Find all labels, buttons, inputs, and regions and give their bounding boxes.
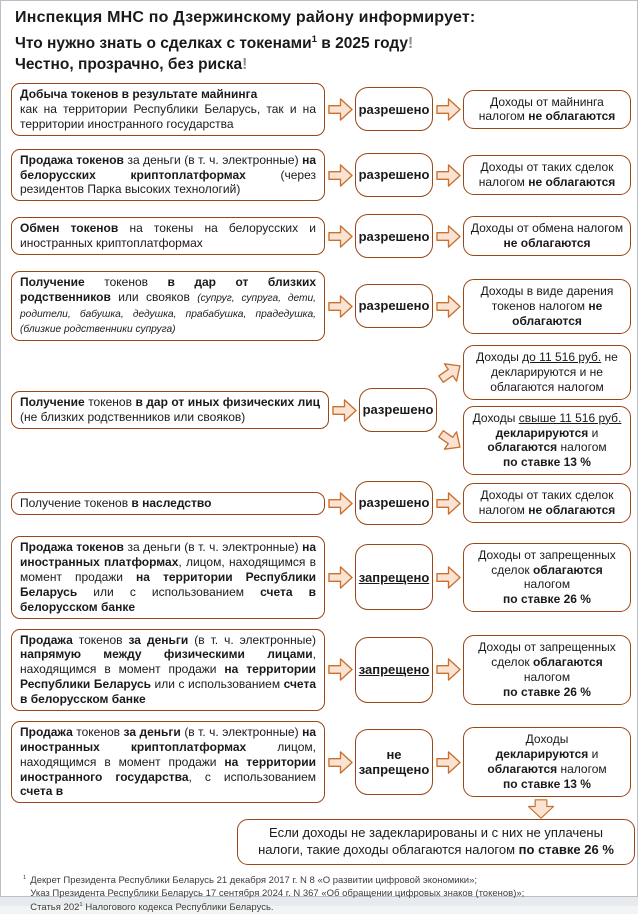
conclusion-arrow-down-icon bbox=[525, 799, 635, 819]
footnote-marker: 1 bbox=[23, 875, 27, 882]
row-6 bbox=[7, 481, 631, 525]
title-block bbox=[7, 9, 631, 75]
row-4-arrow-icon bbox=[325, 293, 355, 320]
subtitle-line-1: Что нужно знать о сделках с токенами$^1$ в 2025 году! bbox=[15, 34, 414, 53]
row-2-case-box: Продажа токенов за деньги (в т. ч. электронные) на белорусских криптоплатформах (через резидентов Парка высоких технологий) bbox=[11, 149, 325, 202]
row-7 bbox=[7, 536, 631, 618]
footnote-line-2: Указ Президента Республики Беларусь 17 сентября 2024 г. N 367 «Об обращении цифровых знаков (токенов)»; bbox=[30, 888, 525, 900]
row-7-arrow-icon bbox=[325, 564, 355, 591]
row-8-case-box: Продажа токенов за деньги (в т. ч. электронные) напрямую между физическими лицами, находящимся в момент продажи на территории Республики Беларусь или с использованием счета в белорусском банке bbox=[11, 629, 325, 711]
row-7-arrow2-icon bbox=[433, 564, 463, 591]
row-1-result-box: Доходы от майнинга налогом не облагаются bbox=[463, 90, 631, 130]
footnote-lines bbox=[30, 874, 524, 914]
row-3-arrow-icon bbox=[325, 223, 355, 250]
main-title: Инспекция МНС по Дзержинскому району информирует: bbox=[15, 9, 476, 26]
row-4-case-box: Получение токенов в дар от близких родственников или свояков (супруг, супруга, дети, родители, бабушка, дедушка, прабабушка, прадедушка, (близкие родственники супруга) bbox=[11, 271, 325, 341]
row-5-case-box: Получение токенов в дар от иных физических лиц (не близких родственников или свояков) bbox=[11, 391, 329, 429]
row-1 bbox=[7, 83, 631, 136]
row-2 bbox=[7, 149, 631, 202]
row-7-case-box: Продажа токенов за деньги (в т. ч. электронные) на иностранных платформах, лицом, находящимся в момент продажи на территории Республики Беларусь или с использованием счета в белорусском банке bbox=[11, 536, 325, 618]
row-4 bbox=[7, 271, 631, 341]
conclusion-box: Если доходы не задекларированы и с них не уплачены налоги, такие доходы облагаются налогом по ставке 26 % bbox=[237, 819, 635, 865]
row-5-arrow-up-icon bbox=[437, 359, 463, 386]
row-5 bbox=[7, 345, 631, 475]
footnote-line-1: Декрет Президента Республики Беларусь 21 декабря 2017 г. N 8 «О развитии цифровой экономики»; bbox=[30, 875, 477, 887]
row-9-result-box: Доходы декларируются и облагаются налогом по ставке 13 % bbox=[463, 727, 631, 797]
row-5-upper-branch bbox=[437, 345, 631, 400]
row-6-case-box: Получение токенов в наследство bbox=[11, 492, 325, 515]
row-6-arrow2-icon bbox=[433, 490, 463, 517]
conclusion bbox=[237, 799, 635, 865]
row-9-case-box: Продажа токенов за деньги (в т. ч. электронные) на иностранных криптоплатформах лицом, находящимся в момент продажи на территории иностранного государства, с использованием счета в bbox=[11, 721, 325, 803]
row-1-arrow-icon bbox=[325, 96, 355, 123]
row-1-status-box: разрешено bbox=[355, 87, 433, 131]
row-6-arrow-icon bbox=[325, 490, 355, 517]
row-5-result-box-upper: Доходы до 11 516 руб. не декларируются и не облагаются налогом bbox=[463, 345, 631, 400]
row-8 bbox=[7, 629, 631, 711]
row-5-lower-branch bbox=[437, 406, 631, 476]
row-3-result-box: Доходы от обмена налогом не облагаются bbox=[463, 216, 631, 256]
row-9-arrow-icon bbox=[325, 749, 355, 776]
row-3-arrow2-icon bbox=[433, 223, 463, 250]
row-7-status-box: запрещено bbox=[355, 544, 433, 610]
row-1-case-box: Добыча токенов в результате майнинга как на территории Республики Беларусь, так и на территории иностранного государства bbox=[11, 83, 325, 136]
row-3-status-box: разрешено bbox=[355, 214, 433, 258]
row-2-arrow-icon bbox=[325, 162, 355, 189]
row-2-arrow2-icon bbox=[433, 162, 463, 189]
row-5-arrow-icon bbox=[329, 397, 359, 424]
row-9-arrow2-icon bbox=[433, 749, 463, 776]
row-8-arrow2-icon bbox=[433, 656, 463, 683]
row-1-arrow2-icon bbox=[433, 96, 463, 123]
row-8-result-box: Доходы от запрещенных сделок облагаются налогом по ставке 26 % bbox=[463, 635, 631, 705]
row-3 bbox=[7, 214, 631, 258]
row-8-arrow-icon bbox=[325, 656, 355, 683]
row-5-result-box-lower: Доходы свыше 11 516 руб. декларируются и облагаются налогом по ставке 13 % bbox=[463, 406, 631, 476]
subtitle-line-2: Честно, прозрачно, без риска! bbox=[15, 55, 248, 73]
flow-diagram bbox=[7, 83, 631, 803]
row-3-case-box: Обмен токенов на токены на белорусских и иностранных криптоплатформах bbox=[11, 217, 325, 255]
row-7-result-box: Доходы от запрещенных сделок облагаются налогом по ставке 26 % bbox=[463, 543, 631, 613]
row-5-split-results bbox=[437, 345, 631, 475]
row-6-result-box: Доходы от таких сделок налогом не облагаются bbox=[463, 483, 631, 523]
row-4-status-box: разрешено bbox=[355, 284, 433, 328]
row-2-result-box: Доходы от таких сделок налогом не облагаются bbox=[463, 155, 631, 195]
footnote-line-3: Статья $202^1$ Налогового кодекса Республики Беларусь. bbox=[30, 901, 274, 913]
row-2-status-box: разрешено bbox=[355, 153, 433, 197]
footnote bbox=[23, 874, 631, 914]
row-5-status-box: разрешено bbox=[359, 388, 437, 432]
row-4-arrow2-icon bbox=[433, 293, 463, 320]
row-9-status-box: не запрещено bbox=[355, 729, 433, 795]
row-5-arrow-down-icon bbox=[437, 427, 463, 454]
row-8-status-box: запрещено bbox=[355, 637, 433, 703]
row-4-result-box: Доходы в виде дарения токенов налогом не облагаются bbox=[463, 279, 631, 334]
row-9 bbox=[7, 721, 631, 803]
row-6-status-box: разрешено bbox=[355, 481, 433, 525]
